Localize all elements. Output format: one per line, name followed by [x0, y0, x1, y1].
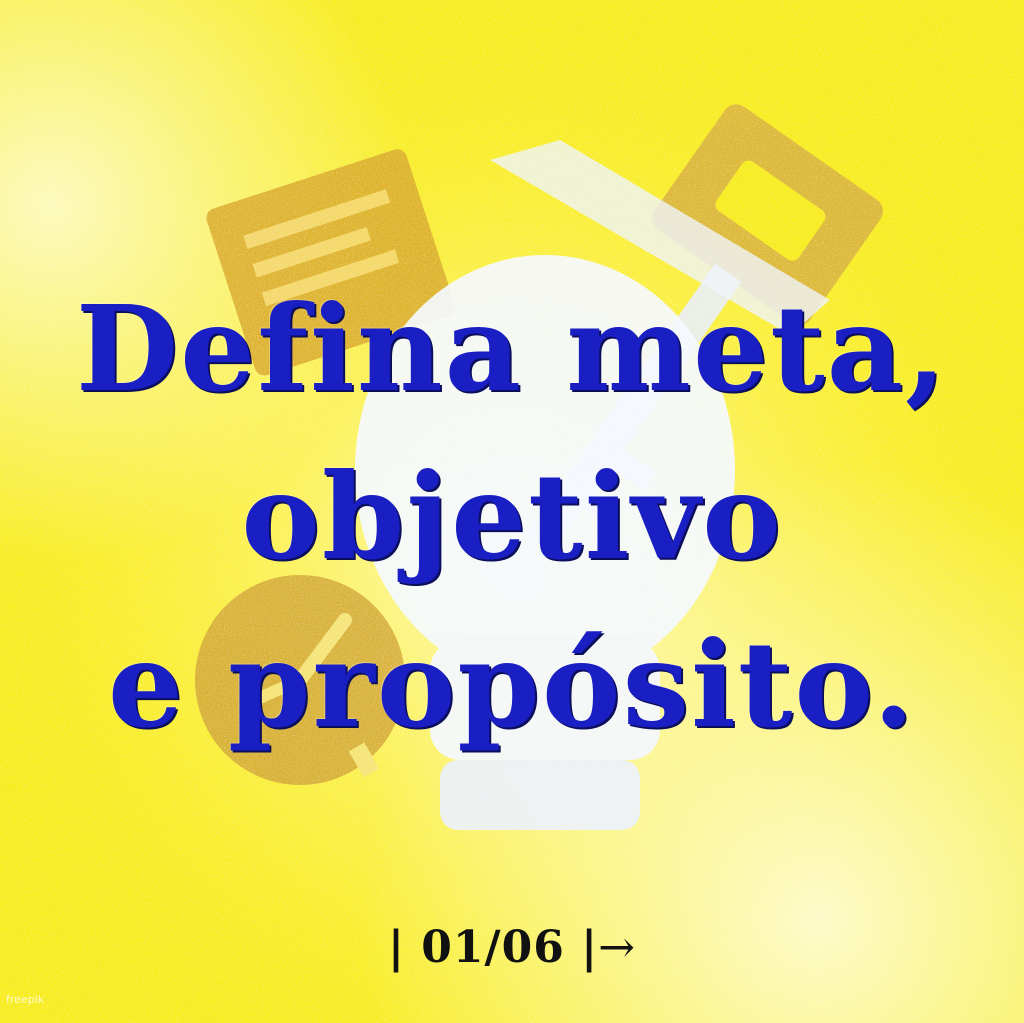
headline-line-1: Defina meta, [75, 279, 949, 418]
headline-line-2: objetivo [241, 447, 783, 586]
page-indicator: | 01/06 | [387, 922, 599, 973]
headline-line-3: e propósito. [107, 615, 917, 754]
slide-pager [0, 922, 1024, 973]
headline [0, 265, 1024, 769]
next-arrow-icon[interactable]: → [598, 922, 637, 973]
watermark: freepik [6, 993, 45, 1006]
